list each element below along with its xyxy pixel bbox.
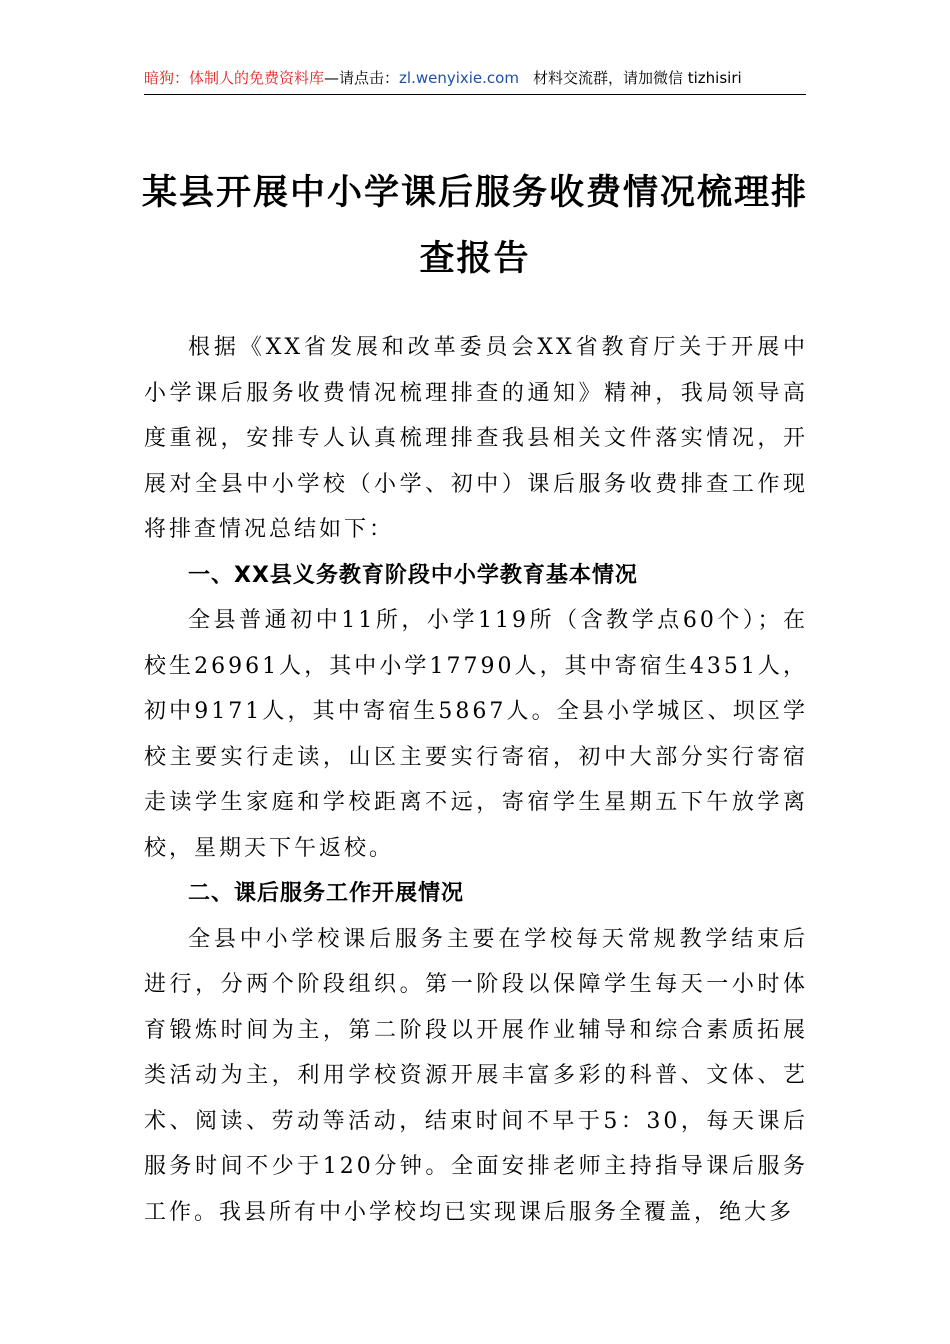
document-title: 某县开展中小学课后服务收费情况梳理排查报告 — [141, 172, 808, 279]
header-brand: 暗狗：体制人的免费资料库 — [144, 69, 325, 87]
section-1-paragraph: 全县普通初中11所，小学119所（含教学点60个）；在校生26961人，其中小学17790人，其中寄宿生4351人，初中9171人，其中寄宿生5867人。全县小学城区、坝区学校主要实行走读，山区主要实行寄宿，初中大部分实行寄宿走读学生家庭和学校距离不远，寄宿学生星期五下午放学离校，星期天下午返校。 — [144, 608, 808, 861]
intro-paragraph: 根据《XX省发展和改革委员会XX省教育厅关于开展中小学课后服务收费情况梳理排查的通知》精神，我局领导高度重视，安排专人认真梳理排查我县相关文件落实情况，开展对全县中小学校（小学、初中）课后服务收费排查工作现将排查情况总结如下： — [144, 335, 808, 542]
header-group-note: 材料交流群，请加微信 tizhisiri — [532, 69, 742, 87]
header-url-link[interactable]: zl.wenyixie.com — [399, 69, 519, 87]
section-2-heading: 二、课后服务工作开展情况 — [188, 881, 465, 906]
header-prompt: —请点击： — [324, 69, 400, 87]
section-1-heading: 一、XX县义务教育阶段中小学教育基本情况 — [188, 562, 638, 588]
section-2-paragraph: 全县中小学校课后服务主要在学校每天常规教学结束后进行，分两个阶段组织。第一阶段以保障学生每天一小时体育锻炼时间为主，第二阶段以开展作业辅导和综合素质拓展类活动为主，利用学校资源开展丰富多彩的科普、文体、艺术、阅读、劳动等活动，结束时间不早于5：30，每天课后服务时间不少于120分钟。全面安排老师主持指导课后服务工作。我县所有中小学校均已实现课后服务全覆盖，绝大多 — [144, 926, 808, 1225]
document-body — [144, 325, 808, 1235]
page-header — [144, 66, 806, 95]
